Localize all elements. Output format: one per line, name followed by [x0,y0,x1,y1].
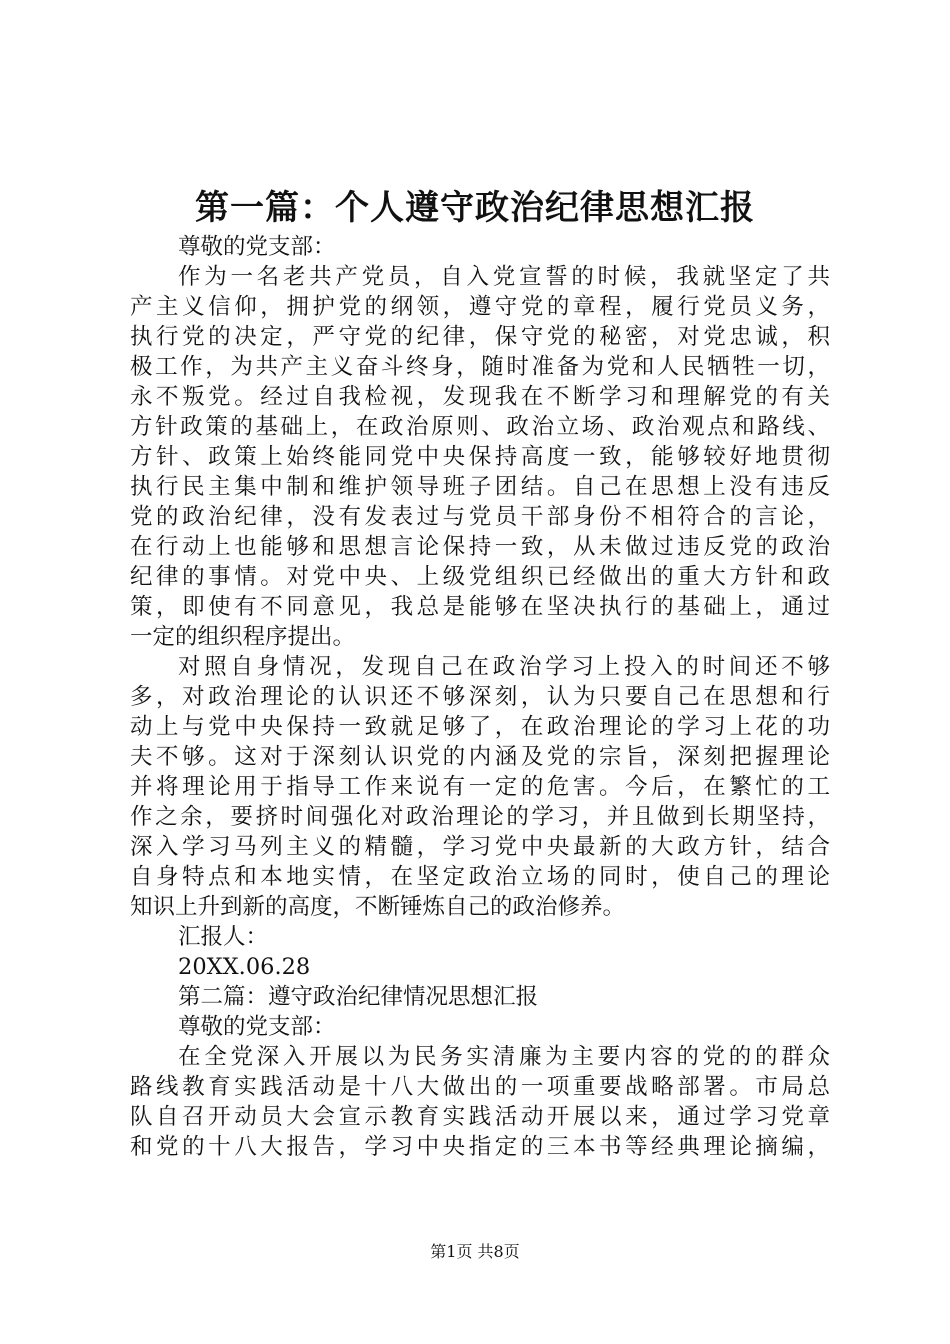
paragraph-line: 对照自身情况，发现自己在政治学习上投入的时间还不够 [178,654,830,680]
paragraph-line: 极工作，为共产主义奋斗终身，随时准备为党和人民牺牲一切， [130,354,830,380]
paragraph-line: 作之余，要挤时间强化对政治理论的学习，并且做到长期坚持， [130,804,830,830]
paragraph-line: 纪律的事情。对党中央、上级党组织已经做出的重大方针和政 [130,564,830,590]
salutation: 尊敬的党支部： [178,234,336,260]
paragraph-line: 在行动上也能够和思想言论保持一致，从未做过违反党的政治 [130,534,830,560]
reporter-label: 汇报人： [178,924,269,950]
page-number: 第1页 共8页 [430,1242,520,1261]
paragraph-line: 在全党深入开展以为民务实清廉为主要内容的党的的群众 [178,1044,830,1070]
paragraph-line: 产主义信仰，拥护党的纲领，遵守党的章程，履行党员义务， [130,294,830,320]
paragraph-line: 队自召开动员大会宣示教育实践活动开展以来，通过学习党章 [130,1104,830,1130]
paragraph-line: 方针、政策上始终能同党中央保持高度一致，能够较好地贯彻 [130,444,830,470]
paragraph-line: 方针政策的基础上，在政治原则、政治立场、政治观点和路线、 [130,414,830,440]
paragraph-line: 多，对政治理论的认识还不够深刻，认为只要自己在思想和行 [130,684,830,710]
paragraph-line: 动上与党中央保持一致就足够了，在政治理论的学习上花的功 [130,714,830,740]
paragraph-line: 夫不够。这对于深刻认识党的内涵及党的宗旨，深刻把握理论 [130,744,830,770]
paragraph-line: 一定的组织程序提出。 [130,624,356,650]
paragraph-line: 执行党的决定，严守党的纪律，保守党的秘密，对党忠诚，积 [130,324,830,350]
paragraph-line: 自身特点和本地实情，在坚定政治立场的同时，使自己的理论 [130,864,830,890]
document-body [130,232,830,1162]
salutation: 尊敬的党支部： [178,1014,336,1040]
paragraph-line: 路线教育实践活动是十八大做出的一项重要战略部署。市局总 [130,1074,830,1100]
paragraph-line: 作为一名老共产党员，自入党宣誓的时候，我就坚定了共 [178,264,830,290]
document-title: 第一篇：个人遵守政治纪律思想汇报 [195,188,755,228]
paragraph-line: 永不叛党。经过自我检视，发现我在不断学习和理解党的有关 [130,384,830,410]
report-date: 20XX.06.28 [178,954,311,980]
paragraph-line: 策，即使有不同意见，我总是能够在坚决执行的基础上，通过 [130,594,830,620]
section-heading: 第二篇：遵守政治纪律情况思想汇报 [178,984,539,1010]
paragraph-line: 知识上升到新的高度，不断锤炼自己的政治修养。 [130,894,626,920]
paragraph-line: 和党的十八大报告，学习中央指定的三本书等经典理论摘编， [130,1134,830,1160]
paragraph-line: 深入学习马列主义的精髓，学习党中央最新的大政方针，结合 [130,834,830,860]
paragraph-line: 党的政治纪律，没有发表过与党员干部身份不相符合的言论， [130,504,830,530]
paragraph-line: 并将理论用于指导工作来说有一定的危害。今后，在繁忙的工 [130,774,830,800]
paragraph-line: 执行民主集中制和维护领导班子团结。自己在思想上没有违反 [130,474,830,500]
